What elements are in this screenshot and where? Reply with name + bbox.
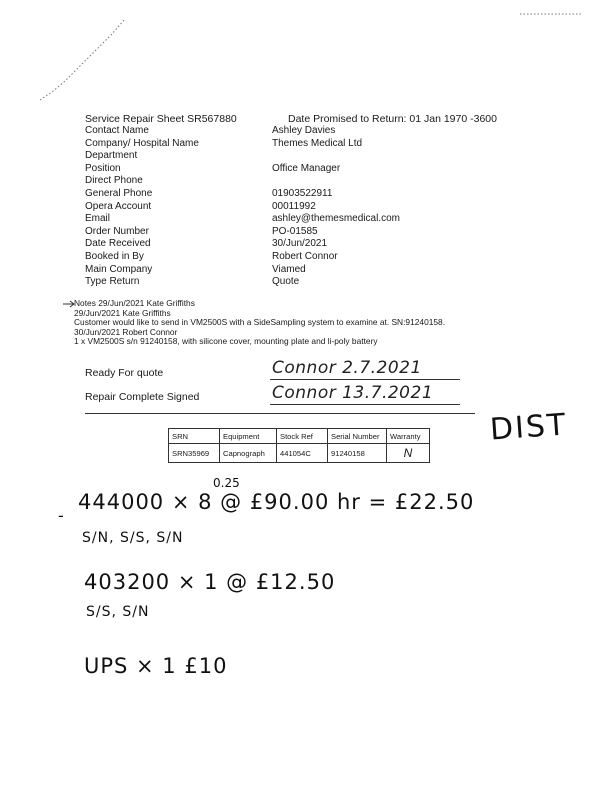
ready-for-quote-label: Ready For quote [85,367,164,379]
table-header-row [169,429,430,444]
table-header-cell: Stock Ref [277,429,328,444]
date-promised: Date Promised to Return: 01 Jan 1970 -3600 [288,113,497,125]
field-value: Themes Medical Ltd [272,137,363,149]
field-booked-in-by [85,251,425,264]
field-order-number [85,226,425,239]
field-label: Booked in By [85,250,144,262]
handwritten-line-1-sub: S/N, S/S, S/N [82,530,184,546]
handwritten-line-2: 403200 × 1 @ £12.50 [84,570,336,594]
notes-block [74,299,445,347]
field-contact-name [85,125,425,138]
repair-complete-label: Repair Complete Signed [85,391,200,403]
field-value: Quote [272,276,300,288]
field-department [85,150,425,163]
handwritten-line-3: UPS × 1 £10 [84,654,228,678]
ready-signature: Connor 2.7.2021 [272,358,422,378]
field-general-phone [85,188,425,201]
table-cell: 441054C [277,444,328,463]
field-label: General Phone [85,187,153,199]
complete-signature: Connor 13.7.2021 [272,383,434,403]
complete-signature-line [270,404,460,405]
notes-line: Customer would like to send in VM2500S with a SideSampling system to examine at. SN:91240158. [74,317,446,328]
table-header-cell: Serial Number [328,429,387,444]
handwritten-superscript: 0.25 [213,476,240,490]
field-label: Department [85,150,138,162]
field-label: Position [85,162,121,174]
field-label: Date Received [85,238,151,250]
field-position [85,163,425,176]
field-company [85,138,425,151]
table-row [169,444,430,463]
field-date-received [85,238,425,251]
table-header-cell: Warranty [387,429,430,444]
dist-stamp: DIST [488,407,569,448]
field-value: Robert Connor [272,250,338,262]
equipment-table [168,428,430,463]
field-value: Viamed [272,263,306,275]
handwritten-line-1: 444000 × 8 @ £90.00 hr = £22.50 [78,490,475,514]
table-cell: N [387,444,430,463]
field-value: Office Manager [272,162,341,174]
field-label: Opera Account [85,200,152,212]
table-header-cell: SRN [169,429,220,444]
field-label: Direct Phone [85,175,143,187]
field-type-return [85,276,425,289]
table-cell: Capnograph [220,444,277,463]
field-value: 01903522911 [272,187,333,199]
field-label: Type Return [85,276,140,288]
section-divider [85,413,475,414]
notes-line: 29/Jun/2021 Kate Griffiths [74,307,171,318]
notes-line: 1 x VM2500S s/n 91240158, with silicone cover, mounting plate and li-poly battery [74,336,378,347]
field-label: Main Company [85,263,153,275]
table-cell: SRN35969 [169,444,220,463]
field-value: Ashley Davies [272,125,336,136]
field-label: Order Number [85,225,149,237]
field-main-company [85,264,425,277]
field-value: ashley@themesmedical.com [272,213,400,225]
field-value: 00011992 [272,200,316,212]
table-cell: 91240158 [328,444,387,463]
field-opera-account [85,201,425,214]
table-header-cell: Equipment [220,429,277,444]
handwritten-line-2-sub: S/S, S/N [86,604,150,620]
field-email [85,213,425,226]
handwritten-dash: - [58,506,64,525]
field-direct-phone [85,175,425,188]
field-value: PO-01585 [272,225,318,237]
field-label: Company/ Hospital Name [85,137,199,149]
contact-fields [85,125,425,289]
field-label: Email [85,213,111,225]
notes-line: 30/Jun/2021 Robert Connor [74,326,178,337]
field-label: Contact Name [85,125,149,136]
field-value: 30/Jun/2021 [272,238,328,250]
sheet-title: Service Repair Sheet SR567880 [85,113,237,125]
notes-line: Notes 29/Jun/2021 Kate Griffiths [74,298,195,308]
ready-signature-line [270,379,460,380]
